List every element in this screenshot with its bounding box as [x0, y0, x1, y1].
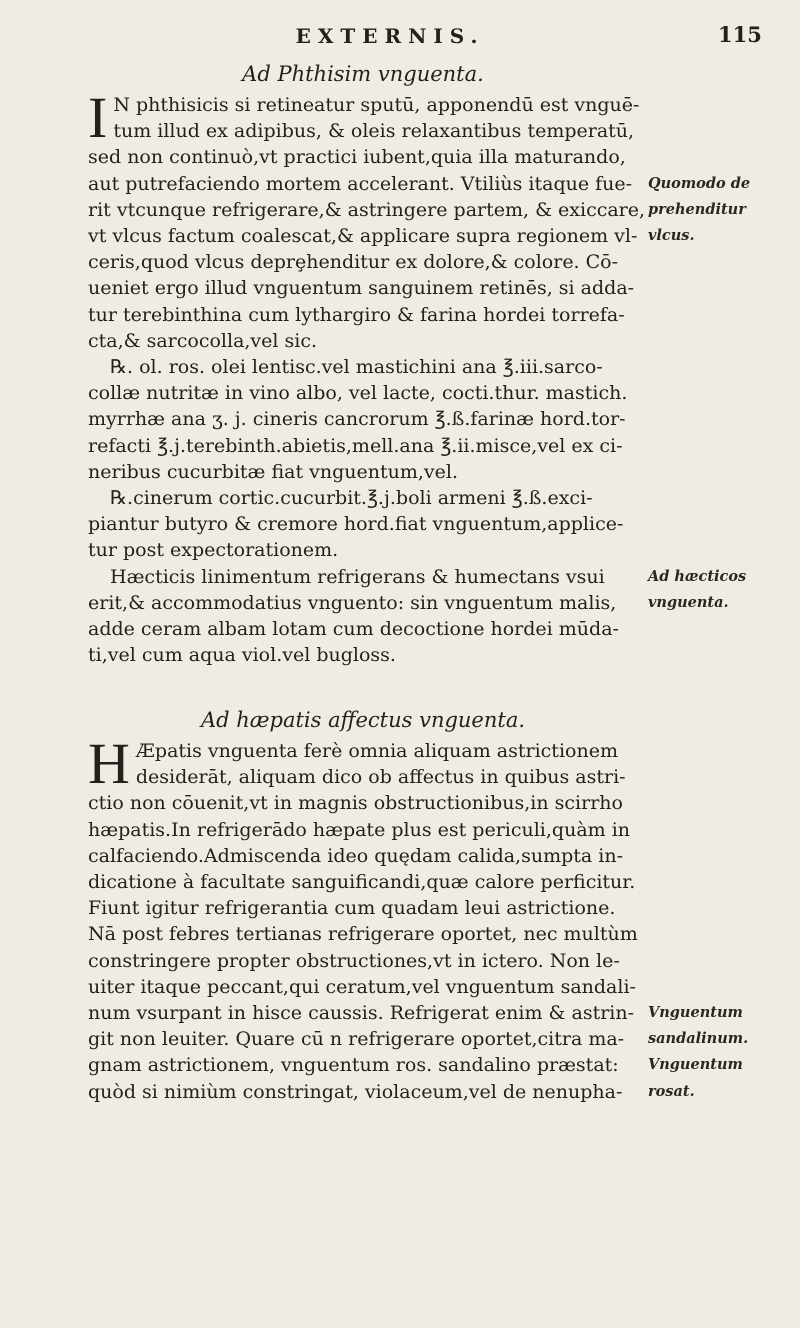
text-line: Nā post febres tertianas refrigerare oportet, nec multùm	[88, 923, 638, 946]
text-line: desiderāt, aliquam dico ob affectus in quibus astri-	[135, 766, 626, 789]
text-line: piantur butyro & cremore hord.fiat vnguentum,applice-	[88, 513, 624, 536]
text-line: tur terebinthina cum lythargiro & farina hordei torrefa-	[88, 303, 625, 326]
margin-note: rosat.	[648, 1082, 695, 1100]
text-line: ti,vel cum aqua viol.vel bugloss.	[88, 644, 396, 667]
text-line: sed non continuò,vt practici iubent,quia illa maturando,	[88, 146, 626, 169]
text-line: gnam astrictionem, vnguentum ros. sandalino præstat:	[88, 1054, 619, 1077]
text-line: quòd si nimiùm constringat, violaceum,vel de nenupha-	[88, 1080, 623, 1103]
section-hepar	[88, 708, 749, 1105]
text-line: tum illud ex adipibus, & oleis relaxantibus temperatū,	[113, 120, 635, 143]
drop-capital: I	[88, 85, 108, 150]
margin-note: Vnguentum	[648, 1004, 743, 1021]
text-line: hæpatis.In refrigerādo hæpate plus est periculi,quàm in	[88, 818, 631, 841]
section-body	[88, 85, 751, 668]
text-line: dicatione à facultate sanguificandi,quæ calore perficitur.	[88, 871, 636, 894]
margin-note: sandalinum.	[648, 1030, 749, 1048]
text-line: cta,& sarcocolla,vel sic.	[88, 329, 318, 352]
paragraph-lines	[88, 85, 646, 668]
drop-capital: H	[88, 731, 130, 796]
margin-note: Quomodo de	[648, 174, 751, 192]
text-line: refacti ℥.j.terebinth.abietis,mell.ana ℥.ii.misce,vel ex ci-	[88, 434, 623, 457]
running-title: EXTERNIS.	[295, 24, 485, 48]
text-line: ℞. ol. ros. olei lentisc.vel mastichini ana ℥.iii.sarco-	[110, 356, 603, 379]
text-line: Æpatis vnguenta ferè omnia aliquam astrictionem	[135, 740, 618, 762]
text-line: tur post expectorationem.	[88, 539, 339, 562]
text-line: adde ceram albam lotam cum decoctione hordei mūda-	[88, 618, 619, 641]
page-number: 115	[718, 22, 762, 47]
section-title: Ad Phthisim vnguenta.	[242, 62, 484, 86]
margin-note: vlcus.	[648, 227, 695, 244]
text-line: ceris,quod vlcus deprȩhenditur ex dolore,& colore. Cō-	[88, 251, 619, 274]
text-line: aut putrefaciendo mortem accelerant. Vtiliùs itaque fue-	[88, 172, 633, 195]
text-line: myrrhæ ana ʒ. j. cineris cancrorum ℥.ß.farinæ hord.tor-	[88, 408, 626, 431]
text-line: ℞.cinerum cortic.cucurbit.℥.j.boli armeni ℥.ß.exci-	[110, 487, 593, 510]
paragraph-lines	[88, 731, 638, 1105]
text-line: ueniet ergo illud vnguentum sanguinem retinēs, si adda-	[88, 277, 635, 300]
section-body	[88, 731, 749, 1105]
text-line: constringere propter obstructiones,vt in ictero. Non le-	[88, 949, 620, 972]
section-phthisis	[88, 62, 751, 668]
text-line: vt vlcus factum coalescat,& applicare supra regionem vl-	[88, 225, 638, 248]
text-line: N phthisicis si retineatur sputū, apponendū est vnguē-	[113, 94, 640, 116]
text-line: ctio non cōuenit,vt in magnis obstructionibus,in scirrho	[88, 792, 623, 815]
section-title: Ad hæpatis affectus vnguenta.	[200, 708, 526, 732]
text-line: uiter itaque peccant,qui ceratum,vel vnguentum sandali-	[88, 975, 636, 998]
text-line: calfaciendo.Admiscenda ideo quędam calida,sumpta in-	[88, 844, 623, 867]
margin-note: Vnguentum	[648, 1056, 743, 1074]
text-line: num vsurpant in hisce caussis. Refrigerat enim & astrin-	[88, 1002, 635, 1025]
margin-note: Ad hæcticos	[648, 567, 747, 585]
text-line: Fiunt igitur refrigerantia cum quadam leui astrictione.	[88, 897, 616, 920]
text-line: git non leuiter. Quare cū n refrigerare oportet,citra ma-	[88, 1028, 625, 1051]
text-line: neribus cucurbitæ fiat vnguentum,vel.	[88, 460, 458, 483]
margin-note: vnguenta.	[648, 593, 729, 611]
text-line: Hæcticis linimentum refrigerans & humectans vsui	[110, 565, 605, 588]
text-line: collæ nutritæ in vino albo, vel lacte, cocti.thur. mastich.	[88, 382, 628, 405]
margin-note: prehenditur	[648, 200, 746, 218]
text-line: erit,& accommodatius vnguento: sin vnguentum malis,	[88, 591, 617, 614]
text-line: rit vtcunque refrigerare,& astringere partem, & exiccare,	[88, 198, 646, 221]
